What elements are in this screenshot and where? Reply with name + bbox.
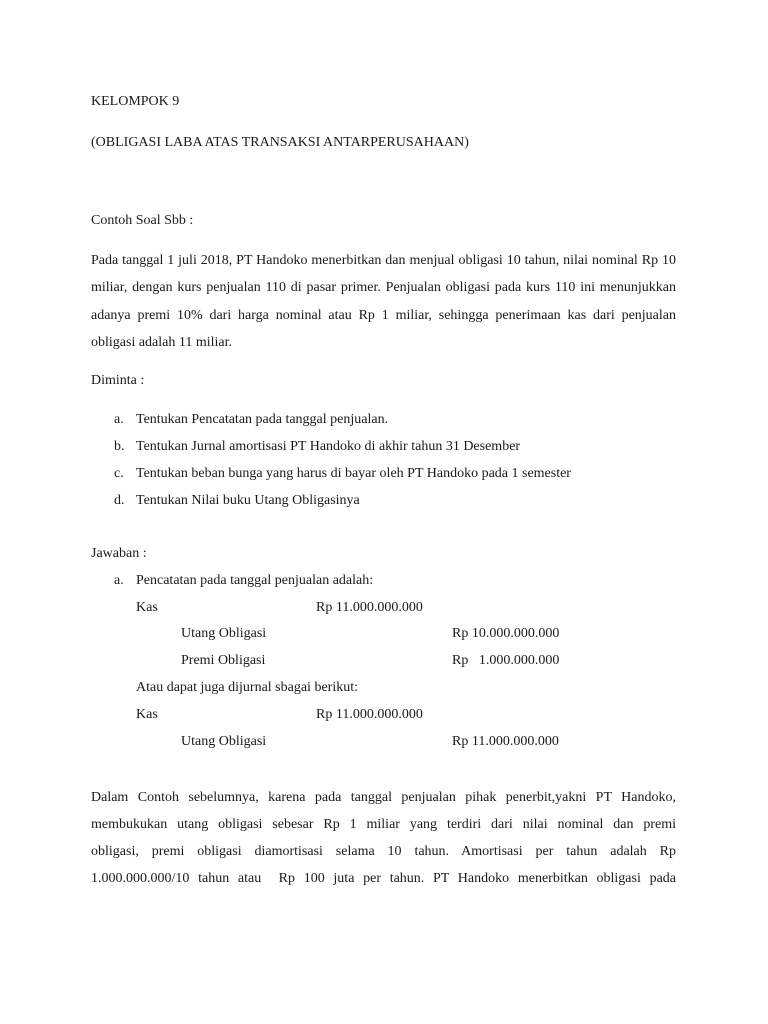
credit-account: Utang Obligasi: [181, 626, 267, 641]
list-item-text: Tentukan beban bunga yang harus di bayar oleh PT Handoko pada 1 semester: [136, 466, 571, 481]
credit-amount: Rp 10.000.000.000: [452, 626, 560, 641]
debit-account: Kas: [136, 600, 158, 615]
list-item-text: Tentukan Jurnal amortisasi PT Handoko di akhir tahun 31 Desember: [136, 439, 521, 454]
debit-amount: Rp 11.000.000.000: [316, 600, 423, 615]
list-marker: c.: [114, 466, 124, 481]
list-marker: b.: [114, 439, 125, 454]
answer-marker: a.: [114, 573, 124, 588]
document-subtitle: (OBLIGASI LABA ATAS TRANSAKSI ANTARPERUSAHAAN): [91, 135, 469, 150]
list-item-text: Tentukan Pencatatan pada tanggal penjualan.: [136, 412, 389, 427]
list-marker: a.: [114, 412, 124, 427]
credit-account: Utang Obligasi: [181, 734, 267, 749]
credit-amount: Rp 11.000.000.000: [452, 734, 559, 749]
alternative-note: Atau dapat juga dijurnal sbagai berikut:: [136, 680, 358, 695]
requested-label: Diminta :: [91, 373, 145, 388]
list-item-text: Tentukan Nilai buku Utang Obligasinya: [136, 493, 360, 508]
credit-account: Premi Obligasi: [181, 653, 266, 668]
paragraph-line: membukukan utang obligasi sebesar Rp 1 miliar yang terdiri dari nilai nominal dan premi: [91, 817, 676, 832]
credit-amount: Rp 1.000.000.000: [452, 653, 560, 668]
answer-label: Jawaban :: [91, 546, 147, 561]
debit-amount: Rp 11.000.000.000: [316, 707, 423, 722]
example-label: Contoh Soal Sbb :: [91, 213, 194, 228]
example-paragraph: Pada tanggal 1 juli 2018, PT Handoko menerbitkan dan menjual obligasi 10 tahun, nilai nominal Rp 10 miliar, dengan kurs penjualan 110 di pasar primer. Penjualan obligasi pada kurs 110 ini menunjukkan adanya premi 10% dari harga nominal atau Rp 1 miliar, sehingga penerimaan kas dari penjualan obligasi adalah 11 miliar.: [91, 253, 676, 350]
paragraph-line: 1.000.000.000/10 tahun atau Rp 100 juta per tahun. PT Handoko menerbitkan obligasi pada: [91, 871, 676, 886]
list-marker: d.: [114, 493, 125, 508]
paragraph-line: obligasi, premi obligasi diamortisasi selama 10 tahun. Amortisasi per tahun adalah Rp: [91, 844, 676, 859]
answer-item-text: Pencatatan pada tanggal penjualan adalah:: [136, 573, 374, 588]
debit-account: Kas: [136, 707, 158, 722]
paragraph-line: Dalam Contoh sebelumnya, karena pada tanggal penjualan pihak penerbit,yakni PT Handoko,: [91, 790, 676, 805]
document-title: KELOMPOK 9: [91, 94, 180, 109]
